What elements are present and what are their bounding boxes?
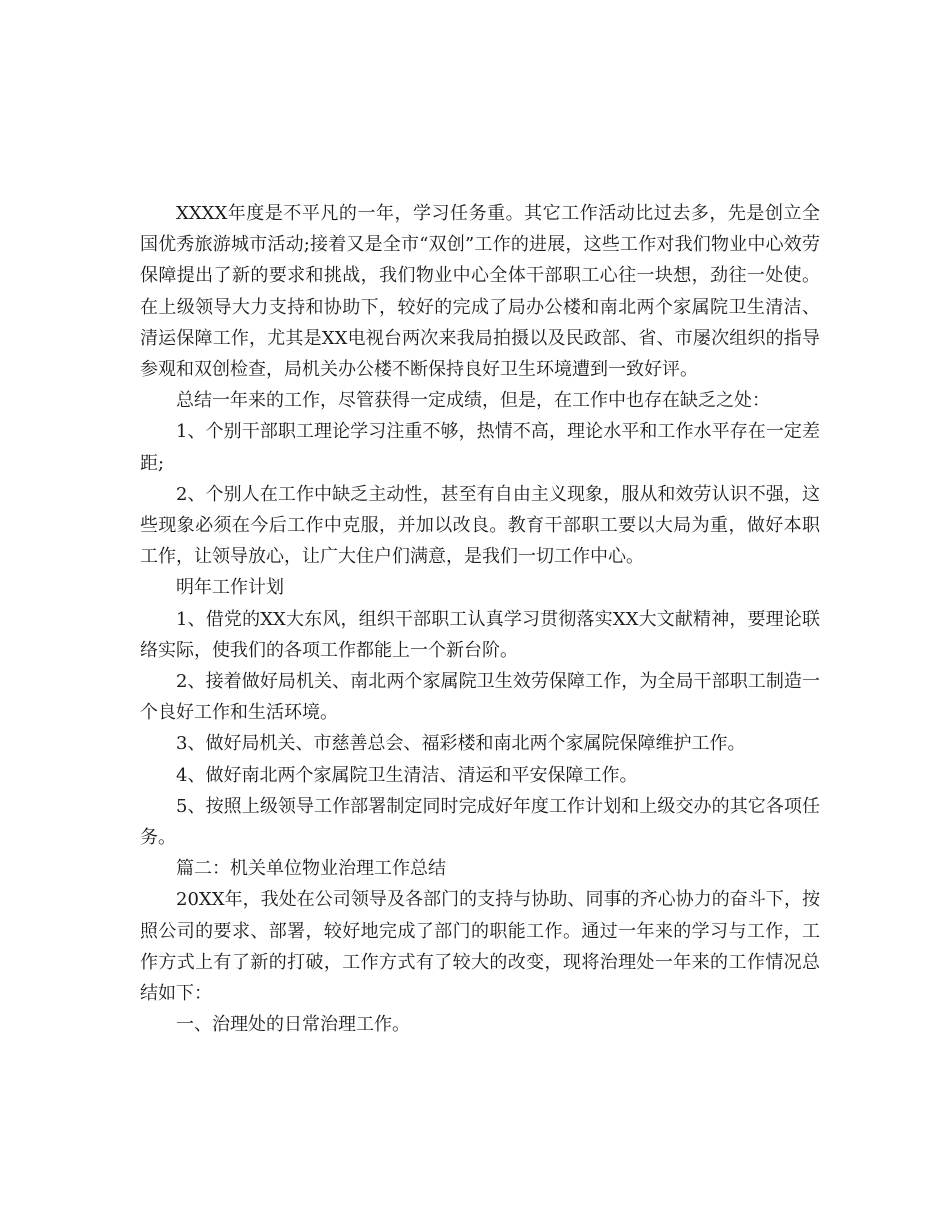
section-two-intro: 20XX年，我处在公司领导及各部门的支持与协助、同事的齐心协力的奋斗下，按照公司的要求、部署，较好地完成了部门的职能工作。通过一年来的学习与工作，工作方式上有了新的打破，工作方式有了较大的改变，现将治理处一年来的工作情况总结如下： bbox=[140, 889, 820, 1005]
section-two-heading: 篇二：机关单位物业治理工作总结 bbox=[176, 858, 446, 880]
plan-heading: 明年工作计划 bbox=[176, 577, 284, 599]
plan-item-1: 1、借党的XX大东风，组织干部职工认真学习贯彻落实XX大文献精神，要理论联络实际，使我们的各项工作都能上一个新台阶。 bbox=[140, 608, 820, 661]
summary-lead-paragraph: 总结一年来的工作，尽管获得一定成绩，但是，在工作中也存在缺乏之处： bbox=[176, 390, 770, 412]
shortcoming-item-2: 2、个别人在工作中缺乏主动性，甚至有自由主义现象，服从和效劳认识不强，这些现象必须在今后工作中克服，并加以改良。教育干部职工要以大局为重，做好本职工作，让领导放心，让广大住户们满意，是我们一切工作中心。 bbox=[140, 483, 820, 568]
plan-item-3: 3、做好局机关、市慈善总会、福彩楼和南北两个家属院保障维护工作。 bbox=[176, 733, 746, 755]
plan-item-2: 2、接着做好局机关、南北两个家属院卫生效劳保障工作，为全局干部职工制造一个良好工作和生活环境。 bbox=[140, 671, 820, 724]
plan-item-4: 4、做好南北两个家属院卫生清洁、清运和平安保障工作。 bbox=[176, 764, 638, 786]
plan-item-5: 5、按照上级领导工作部署制定同时完成好年度工作计划和上级交办的其它各项任务。 bbox=[140, 795, 820, 849]
section-two-subheading-1: 一、治理处的日常治理工作。 bbox=[176, 1014, 410, 1036]
intro-paragraph: XXXX年度是不平凡的一年，学习任务重。其它工作活动比过去多，先是创立全国优秀旅游城市活动;接着又是全市“双创”工作的进展，这些工作对我们物业中心效劳保障提出了新的要求和挑战，我们物业中心全体干部职工心往一块想，劲往一处使。在上级领导大力支持和协助下，较好的完成了局办公楼和南北两个家属院卫生清洁、清运保障工作，尤其是XX电视台两次来我局拍摄以及民政部、省、市屡次组织的指导参观和双创检查，局机关办公楼不断保持良好卫生环境遭到一致好评。 bbox=[140, 203, 820, 381]
document-page bbox=[140, 198, 820, 1040]
shortcoming-item-1: 1、个别干部职工理论学习注重不够，热情不高，理论水平和工作水平存在一定差距; bbox=[140, 421, 820, 474]
